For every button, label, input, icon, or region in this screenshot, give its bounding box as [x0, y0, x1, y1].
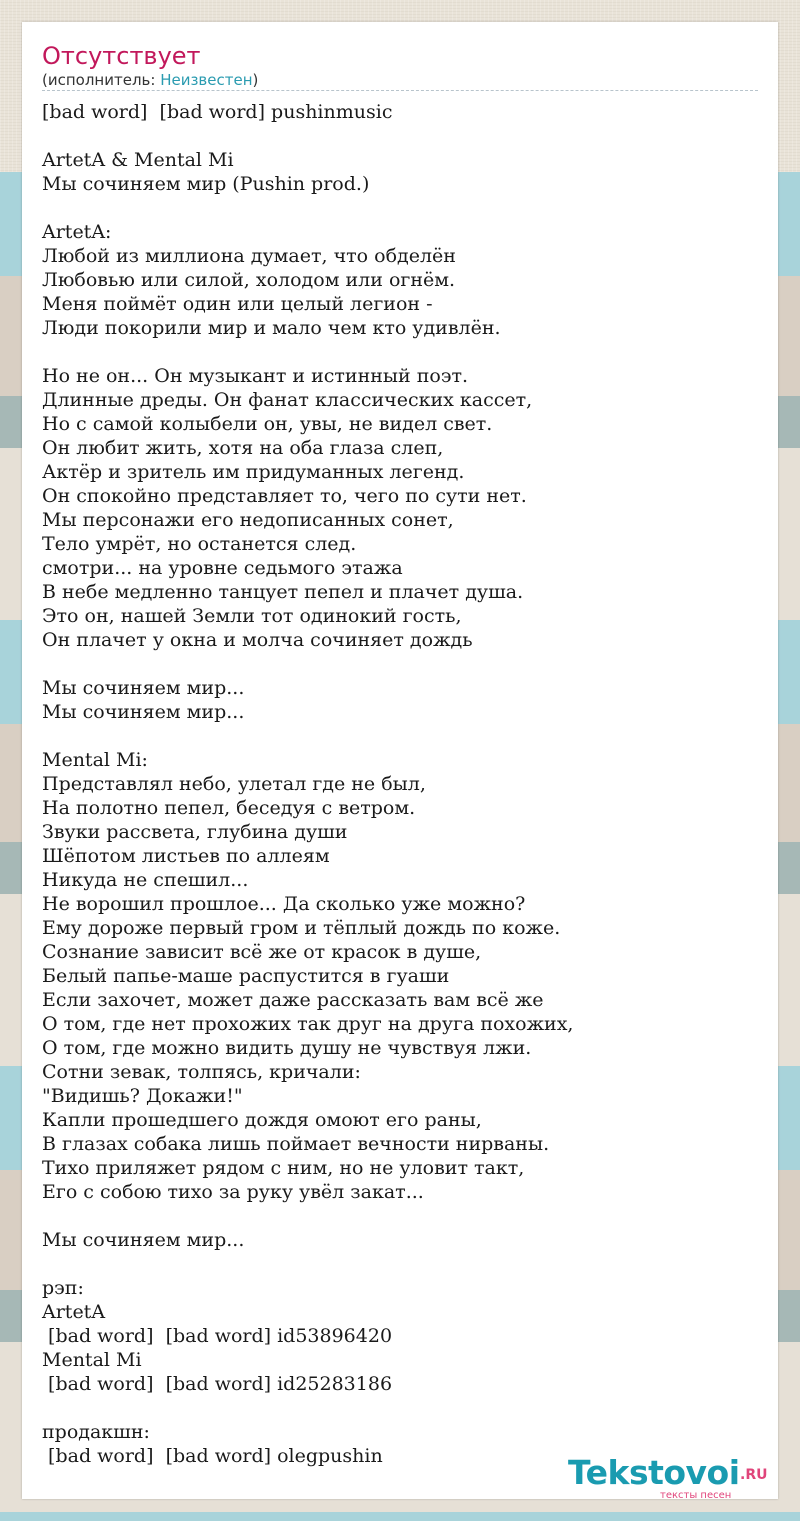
- lyric-blank-line: [42, 196, 758, 220]
- lyric-line: Никуда не спешил...: [42, 869, 249, 891]
- lyric-line: Мы персонажи его недописанных сонет,: [42, 509, 454, 531]
- lyric-line: В небе медленно танцует пепел и плачет душа.: [42, 581, 524, 603]
- lyric-blank-line: [42, 1396, 758, 1420]
- lyric-line: Любой из миллиона думает, что обделён: [42, 245, 456, 267]
- lyric-line: Длинные дреды. Он фанат классических кассет,: [42, 389, 533, 411]
- lyric-line: На полотно пепел, беседуя с ветром.: [42, 797, 416, 819]
- lyrics-text: [42, 100, 758, 1468]
- lyric-line: Шёпотом листьев по аллеям: [42, 845, 330, 867]
- site-logo[interactable]: [568, 1454, 778, 1502]
- lyric-blank-line: [42, 652, 758, 676]
- lyric-line: Он любит жить, хотя на оба глаза слеп,: [42, 437, 444, 459]
- lyric-line: Не ворошил прошлое... Да сколько уже можно?: [42, 893, 526, 915]
- lyric-blank-line: [42, 124, 758, 148]
- lyric-line: Белый папье-маше распустится в гуаши: [42, 965, 450, 987]
- lyric-line: рэп:: [42, 1277, 84, 1299]
- lyric-line: Меня поймёт один или целый легион -: [42, 293, 433, 315]
- lyric-line: О том, где нет прохожих так друг на друга похожих,: [42, 1013, 574, 1035]
- lyric-line: [bad word] [bad word] id25283186: [42, 1373, 393, 1395]
- lyric-line: смотри... на уровне седьмого этажа: [42, 557, 403, 579]
- lyric-line: ArtetA: [42, 1301, 106, 1323]
- lyric-blank-line: [42, 1252, 758, 1276]
- lyric-line: Если захочет, может даже рассказать вам всё же: [42, 989, 544, 1011]
- lyric-line: "Видишь? Докажи!": [42, 1085, 243, 1107]
- lyric-line: Но с самой колыбели он, увы, не видел свет.: [42, 413, 493, 435]
- lyric-line: Капли прошедшего дождя омоют его раны,: [42, 1109, 482, 1131]
- lyric-line: Mental Mi:: [42, 749, 148, 771]
- title-divider: [42, 90, 758, 91]
- lyric-line: Он спокойно представляет то, чего по сути нет.: [42, 485, 527, 507]
- lyric-line: ArtetA:: [42, 221, 112, 243]
- lyric-blank-line: [42, 724, 758, 748]
- lyric-line: Мы сочиняем мир...: [42, 677, 245, 699]
- lyric-line: Это он, нашей Земли тот одинокий гость,: [42, 605, 462, 627]
- lyric-line: О том, где можно видить душу не чувствуя лжи.: [42, 1037, 532, 1059]
- lyric-line: продакшн:: [42, 1421, 150, 1443]
- lyric-line: Его с собою тихо за руку увёл закат...: [42, 1181, 424, 1203]
- lyric-line: [bad word] [bad word] olegpushin: [42, 1445, 383, 1467]
- lyric-line: Mental Mi: [42, 1349, 142, 1371]
- lyric-line: Представлял небо, улетал где не был,: [42, 773, 426, 795]
- artist-prefix: (исполнитель:: [42, 71, 161, 89]
- lyric-line: Сотни зевак, толпясь, кричали:: [42, 1061, 361, 1083]
- lyric-blank-line: [42, 1204, 758, 1228]
- lyric-line: Но не он... Он музыкант и истинный поэт.: [42, 365, 469, 387]
- lyric-line: В глазах собака лишь поймает вечности нирваны.: [42, 1133, 550, 1155]
- lyric-line: Тихо приляжет рядом с ним, но не уловит такт,: [42, 1157, 525, 1179]
- artist-suffix: ): [252, 71, 259, 89]
- logo-tld: .RU: [740, 1467, 768, 1483]
- lyric-line: Звуки рассвета, глубина души: [42, 821, 348, 843]
- lyric-line: ArtetA & Mental Mi: [42, 149, 234, 171]
- lyric-line: Мы сочиняем мир...: [42, 1229, 245, 1251]
- lyric-line: [bad word] [bad word] pushinmusic: [42, 101, 393, 123]
- lyric-line: Мы сочиняем мир (Pushin prod.): [42, 173, 370, 195]
- background-stripe: [0, 1512, 800, 1521]
- lyric-line: Люди покорили мир и мало чем кто удивлён.: [42, 317, 501, 339]
- lyric-line: Тело умрёт, но останется след.: [42, 533, 357, 555]
- song-title: Отсутствует: [42, 42, 201, 70]
- lyric-line: Мы сочиняем мир...: [42, 701, 245, 723]
- lyric-line: Ему дороже первый гром и тёплый дождь по коже.: [42, 917, 561, 939]
- artist-link[interactable]: Неизвестен: [160, 71, 253, 89]
- lyric-line: Любовью или силой, холодом или огнём.: [42, 269, 456, 291]
- lyric-line: [bad word] [bad word] id53896420: [42, 1325, 393, 1347]
- lyric-line: Сознание зависит всё же от красок в душе,: [42, 941, 482, 963]
- lyric-blank-line: [42, 340, 758, 364]
- artist-line: [42, 71, 258, 89]
- lyrics-card: [22, 22, 778, 1499]
- logo-wordmark: Tekstovoi: [568, 1453, 740, 1492]
- lyric-line: Он плачет у окна и молча сочиняет дождь: [42, 629, 473, 651]
- lyric-line: Актёр и зритель им придуманных легенд.: [42, 461, 465, 483]
- logo-tagline: тексты песен: [660, 1490, 732, 1501]
